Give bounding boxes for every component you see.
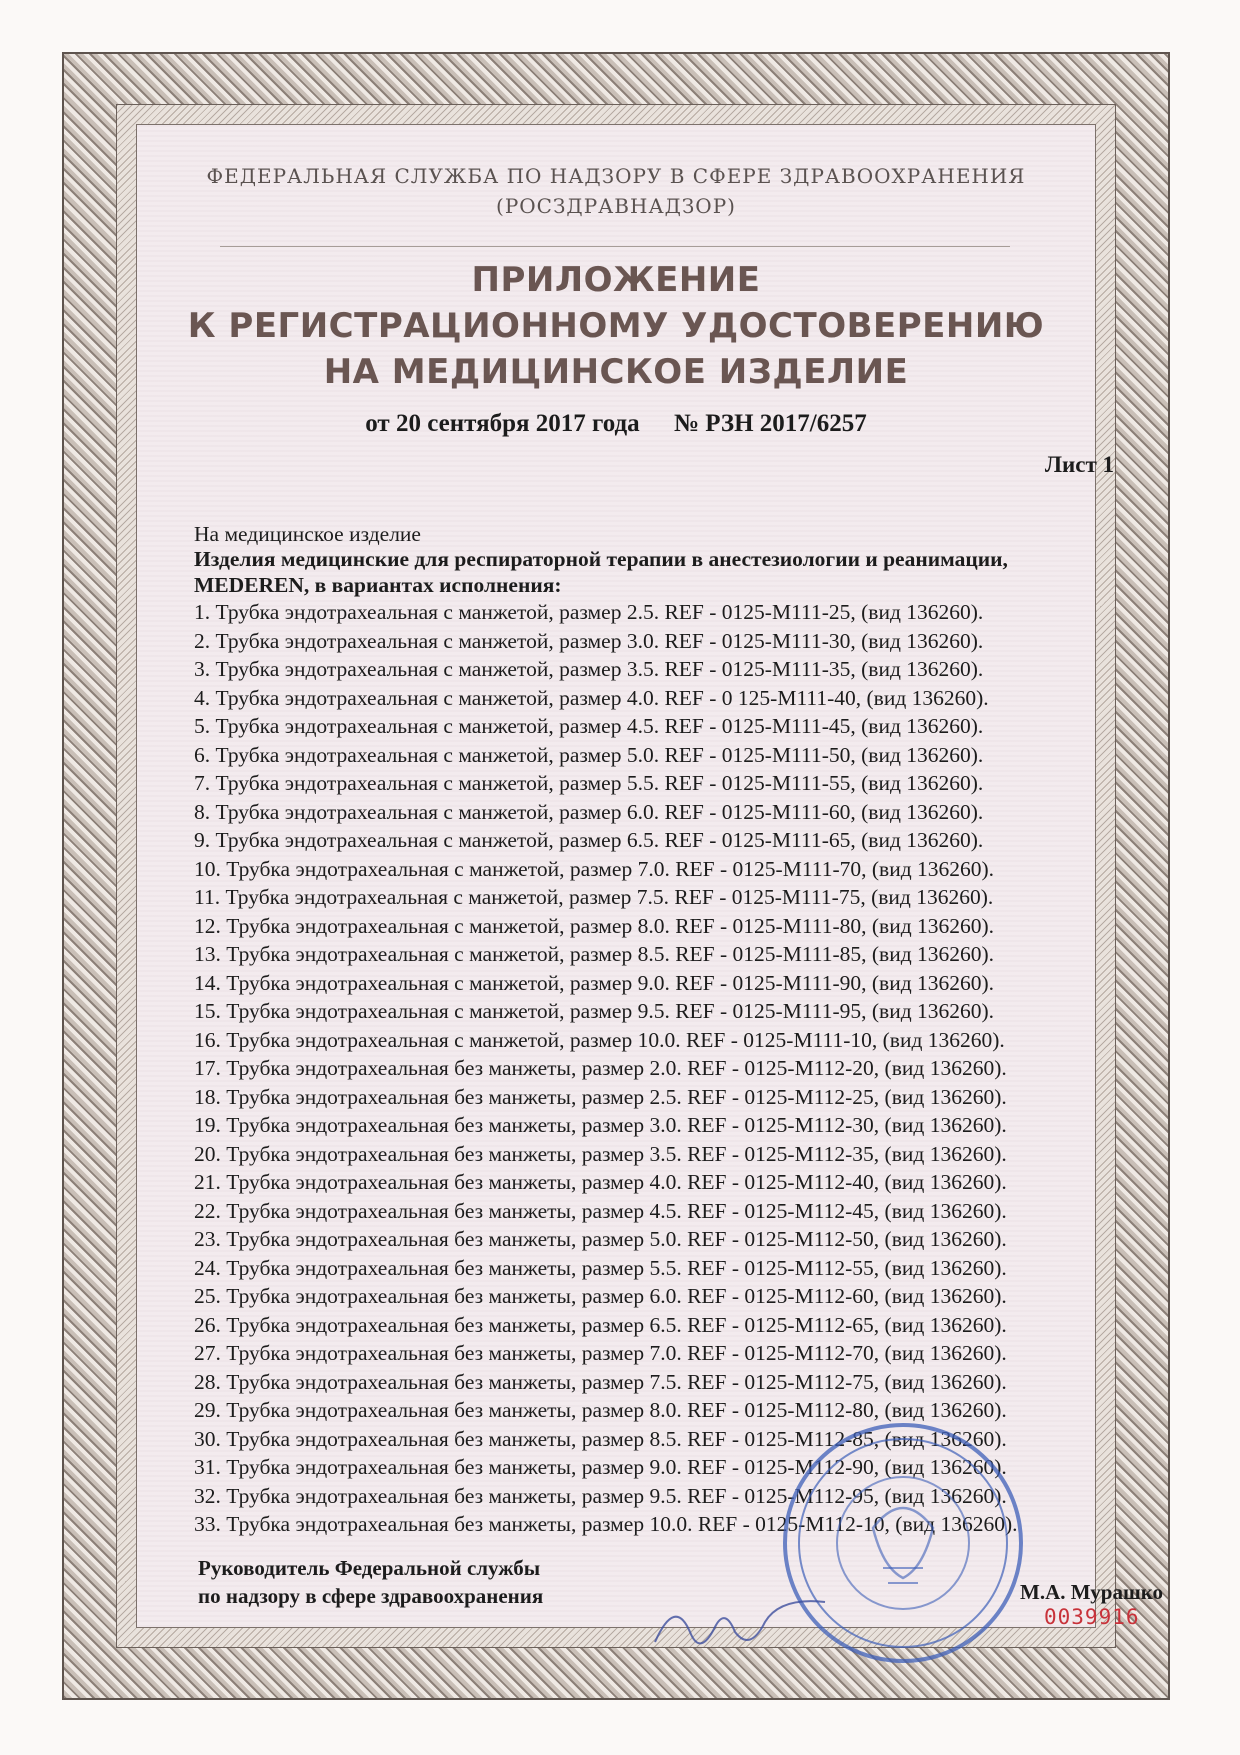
registration-number: № РЗН 2017/6257 (673, 410, 867, 437)
list-item: 8. Трубка эндотрахеальная с манжетой, размер 6.0. REF - 0125-M111-60, (вид 136260). (194, 799, 984, 824)
list-item: 9. Трубка эндотрахеальная с манжетой, размер 6.5. REF - 0125-M111-65, (вид 136260). (194, 828, 984, 852)
list-item: 1. Трубка эндотрахеальная с манжетой, размер 2.5. REF - 0125-M111-25, (вид 136260). (194, 600, 984, 624)
list-item: 32. Трубка эндотрахеальная без манжеты, размер 9.5. REF - 0125-M112-95, (вид 136260). (194, 1483, 1007, 1508)
list-item: 31. Трубка эндотрахеальная без манжеты, размер 9.0. REF - 0125-M112-90, (вид 136260). (194, 1455, 1007, 1479)
list-item: 33. Трубка эндотрахеальная без манжеты, размер 10.0. REF - 0125-M112-10, (вид 136260). (194, 1512, 1018, 1536)
list-item: 23. Трубка эндотрахеальная без манжеты, размер 5.0. REF - 0125-M112-50, (вид 136260). (194, 1227, 1007, 1251)
list-item: 19. Трубка эндотрахеальная без манжеты, размер 3.0. REF - 0125-M112-30, (вид 136260). (194, 1113, 1007, 1137)
registration-date: от 20 сентября 2017 года (365, 410, 640, 437)
list-item: 30. Трубка эндотрахеальная без манжеты, размер 8.5. REF - 0125-M112-85, (вид 136260). (194, 1426, 1007, 1451)
serial-number: 0039916 (1044, 1605, 1140, 1629)
list-item: 22. Трубка эндотрахеальная без манжеты, размер 4.5. REF - 0125-M112-45, (вид 136260). (194, 1198, 1007, 1223)
document-title-line2: К РЕГИСТРАЦИОННОМУ УДОСТОВЕРЕНИЮ (187, 306, 1045, 346)
signatory-title-line2: по надзору в сфере здравоохранения (198, 1584, 544, 1608)
list-item: 28. Трубка эндотрахеальная без манжеты, размер 7.5. REF - 0125-M112-75, (вид 136260). (194, 1369, 1007, 1394)
list-item: 25. Трубка эндотрахеальная без манжеты, размер 6.0. REF - 0125-M112-60, (вид 136260). (194, 1284, 1007, 1308)
list-item: 3. Трубка эндотрахеальная с манжетой, размер 3.5. REF - 0125-M111-35, (вид 136260). (194, 657, 984, 681)
signature-icon (650, 1592, 830, 1652)
variant-list (194, 598, 1154, 1539)
list-item: 27. Трубка эндотрахеальная без манжеты, размер 7.0. REF - 0125-M112-70, (вид 136260). (194, 1341, 1007, 1365)
list-item: 17. Трубка эндотрахеальная без манжеты, размер 2.0. REF - 0125-M112-20, (вид 136260). (194, 1056, 1007, 1080)
registration-line (136, 410, 1096, 438)
list-item: 2. Трубка эндотрахеальная с манжетой, размер 3.0. REF - 0125-M111-30, (вид 136260). (194, 628, 984, 653)
signatory-title (198, 1554, 543, 1610)
agency-name: ФЕДЕРАЛЬНАЯ СЛУЖБА ПО НАДЗОРУ В СФЕРЕ ЗДРАВООХРАНЕНИЯ (206, 164, 1026, 188)
sheet-number: Лист 1 (1044, 452, 1114, 477)
list-item: 4. Трубка эндотрахеальная с манжетой, размер 4.0. REF - 0 125-M111-40, (вид 136260). (194, 685, 989, 710)
list-item: 16. Трубка эндотрахеальная с манжетой, размер 10.0. REF - 0125-M111-10, (вид 136260). (194, 1027, 1005, 1052)
list-item: 26. Трубка эндотрахеальная без манжеты, размер 6.5. REF - 0125-M112-65, (вид 136260). (194, 1312, 1007, 1337)
list-item: 11. Трубка эндотрахеальная с манжетой, размер 7.5. REF - 0125-M111-75, (вид 136260). (194, 885, 994, 909)
list-item: 5. Трубка эндотрахеальная с манжетой, размер 4.5. REF - 0125-M111-45, (вид 136260). (194, 714, 984, 738)
signatory-title-line1: Руководитель Федеральной службы (198, 1556, 541, 1580)
list-item: 29. Трубка эндотрахеальная без манжеты, размер 8.0. REF - 0125-M112-80, (вид 136260). (194, 1398, 1007, 1422)
header-divider (220, 246, 1010, 247)
list-item: 6. Трубка эндотрахеальная с манжетой, размер 5.0. REF - 0125-M111-50, (вид 136260). (194, 742, 984, 767)
document-body (194, 522, 1154, 1539)
list-item: 14. Трубка эндотрахеальная с манжетой, размер 9.0. REF - 0125-M111-90, (вид 136260). (194, 970, 995, 995)
list-item: 10. Трубка эндотрахеальная с манжетой, размер 7.0. REF - 0125-M111-70, (вид 136260). (194, 856, 995, 881)
list-item: 24. Трубка эндотрахеальная без манжеты, размер 5.5. REF - 0125-M112-55, (вид 136260). (194, 1255, 1007, 1280)
agency-abbreviation: (РОСЗДРАВНАДЗОР) (496, 194, 736, 218)
list-item: 21. Трубка эндотрахеальная без манжеты, размер 4.0. REF - 0125-M112-40, (вид 136260). (194, 1170, 1007, 1194)
list-item: 20. Трубка эндотрахеальная без манжеты, размер 3.5. REF - 0125-M112-35, (вид 136260). (194, 1141, 1007, 1166)
list-item: 15. Трубка эндотрахеальная с манжетой, размер 9.5. REF - 0125-M111-95, (вид 136260). (194, 999, 995, 1023)
list-item: 13. Трубка эндотрахеальная с манжетой, размер 8.5. REF - 0125-M111-85, (вид 136260). (194, 942, 995, 966)
intro-text: На медицинское изделие (194, 522, 421, 546)
list-item: 18. Трубка эндотрахеальная без манжеты, размер 2.5. REF - 0125-M112-25, (вид 136260). (194, 1084, 1007, 1109)
list-item: 7. Трубка эндотрахеальная с манжетой, размер 5.5. REF - 0125-M111-55, (вид 136260). (194, 771, 984, 795)
list-item: 12. Трубка эндотрахеальная с манжетой, размер 8.0. REF - 0125-M111-80, (вид 136260). (194, 913, 995, 938)
document-title-line1: ПРИЛОЖЕНИЕ (471, 260, 761, 300)
signatory-name: М.А. Мурашко (1020, 1580, 1164, 1604)
product-name-line2: MEDEREN, в вариантах исполнения: (194, 573, 562, 597)
product-name-line1: Изделия медицинские для респираторной терапии в анестезиологии и реанимации, (194, 547, 1008, 571)
document-title-line3: НА МЕДИЦИНСКОЕ ИЗДЕЛИЕ (323, 352, 909, 392)
